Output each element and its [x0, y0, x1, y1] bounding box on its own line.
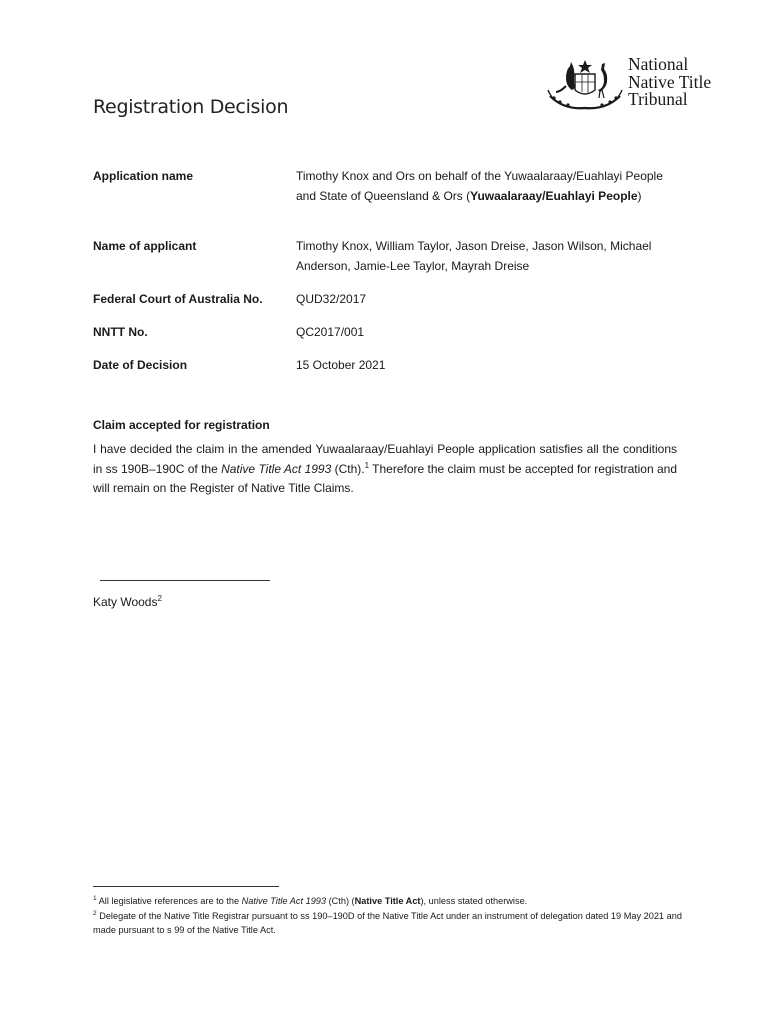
signatory-name: Katy Woods — [93, 595, 158, 609]
detail-value — [296, 166, 676, 206]
fn-short-name: Native Title Act — [354, 896, 421, 906]
footnote-number: 1 — [93, 894, 97, 902]
detail-label: NNTT No. — [93, 325, 148, 339]
detail-label: Date of Decision — [93, 358, 188, 372]
footnote-ref-2[interactable]: 2 — [157, 594, 162, 603]
detail-label: Federal Court of Australia No. — [93, 292, 263, 306]
para-text: Therefore the claim must be accepted for registration and will remain on the Register of Native Title Claims. — [93, 461, 678, 495]
decision-paragraph — [93, 440, 677, 499]
org-name-line: Tribunal — [628, 89, 688, 109]
para-text: I have decided the claim in the amended Yuwaalaraay/Euahlayi People application satisfies all the conditions in ss 190B–190C of the — [93, 442, 677, 476]
act-title: Native Title Act 1993 — [221, 461, 332, 476]
short-name: Yuwaalaraay/Euahlayi People — [470, 189, 638, 203]
org-name — [628, 56, 711, 109]
para-text: (Cth). — [331, 461, 365, 476]
fn-act-title: Native Title Act 1993 — [241, 896, 327, 906]
detail-value: QUD32/2017 — [296, 292, 367, 306]
footnote-1 — [93, 894, 693, 909]
coat-of-arms-icon — [544, 56, 626, 112]
value-text: Timothy Knox and Ors on behalf of the Yuwaalaraay/Euahlayi People and State of Queensland & Ors ( — [296, 169, 663, 203]
footnote-2 — [93, 909, 693, 938]
detail-label: Name of applicant — [93, 239, 197, 253]
org-name-line: National — [628, 54, 689, 74]
detail-value: Timothy Knox, William Taylor, Jason Dreise, Jason Wilson, Michael Anderson, Jamie-Lee Taylor, Mayrah Dreise — [296, 239, 652, 273]
fn-text: All legislative references are to the — [98, 896, 242, 906]
detail-value: QC2017/001 — [296, 325, 365, 339]
page-title: Registration Decision — [93, 96, 289, 118]
footnote-separator — [93, 886, 279, 887]
section-heading: Claim accepted for registration — [93, 418, 270, 432]
footnote-number: 2 — [93, 909, 97, 917]
detail-value: 15 October 2021 — [296, 358, 386, 372]
signatory — [93, 592, 162, 612]
value-text: ) — [637, 189, 642, 203]
nntt-logo — [544, 56, 744, 112]
footnote-ref-1[interactable]: 1 — [364, 460, 370, 470]
signature-line — [100, 580, 270, 581]
fn-text: ), unless stated otherwise. — [420, 896, 528, 906]
fn-text: Delegate of the Native Title Registrar pursuant to ss 190–190D of the Native Title Act under an instrument of delegation dated 19 May 2021 and made pursuant to s 99 of the Native Title Act. — [93, 910, 682, 935]
detail-label: Application name — [93, 169, 194, 183]
org-name-line: Native Title — [628, 71, 712, 92]
fn-text: (Cth) ( — [326, 896, 355, 906]
footnotes — [93, 894, 693, 938]
